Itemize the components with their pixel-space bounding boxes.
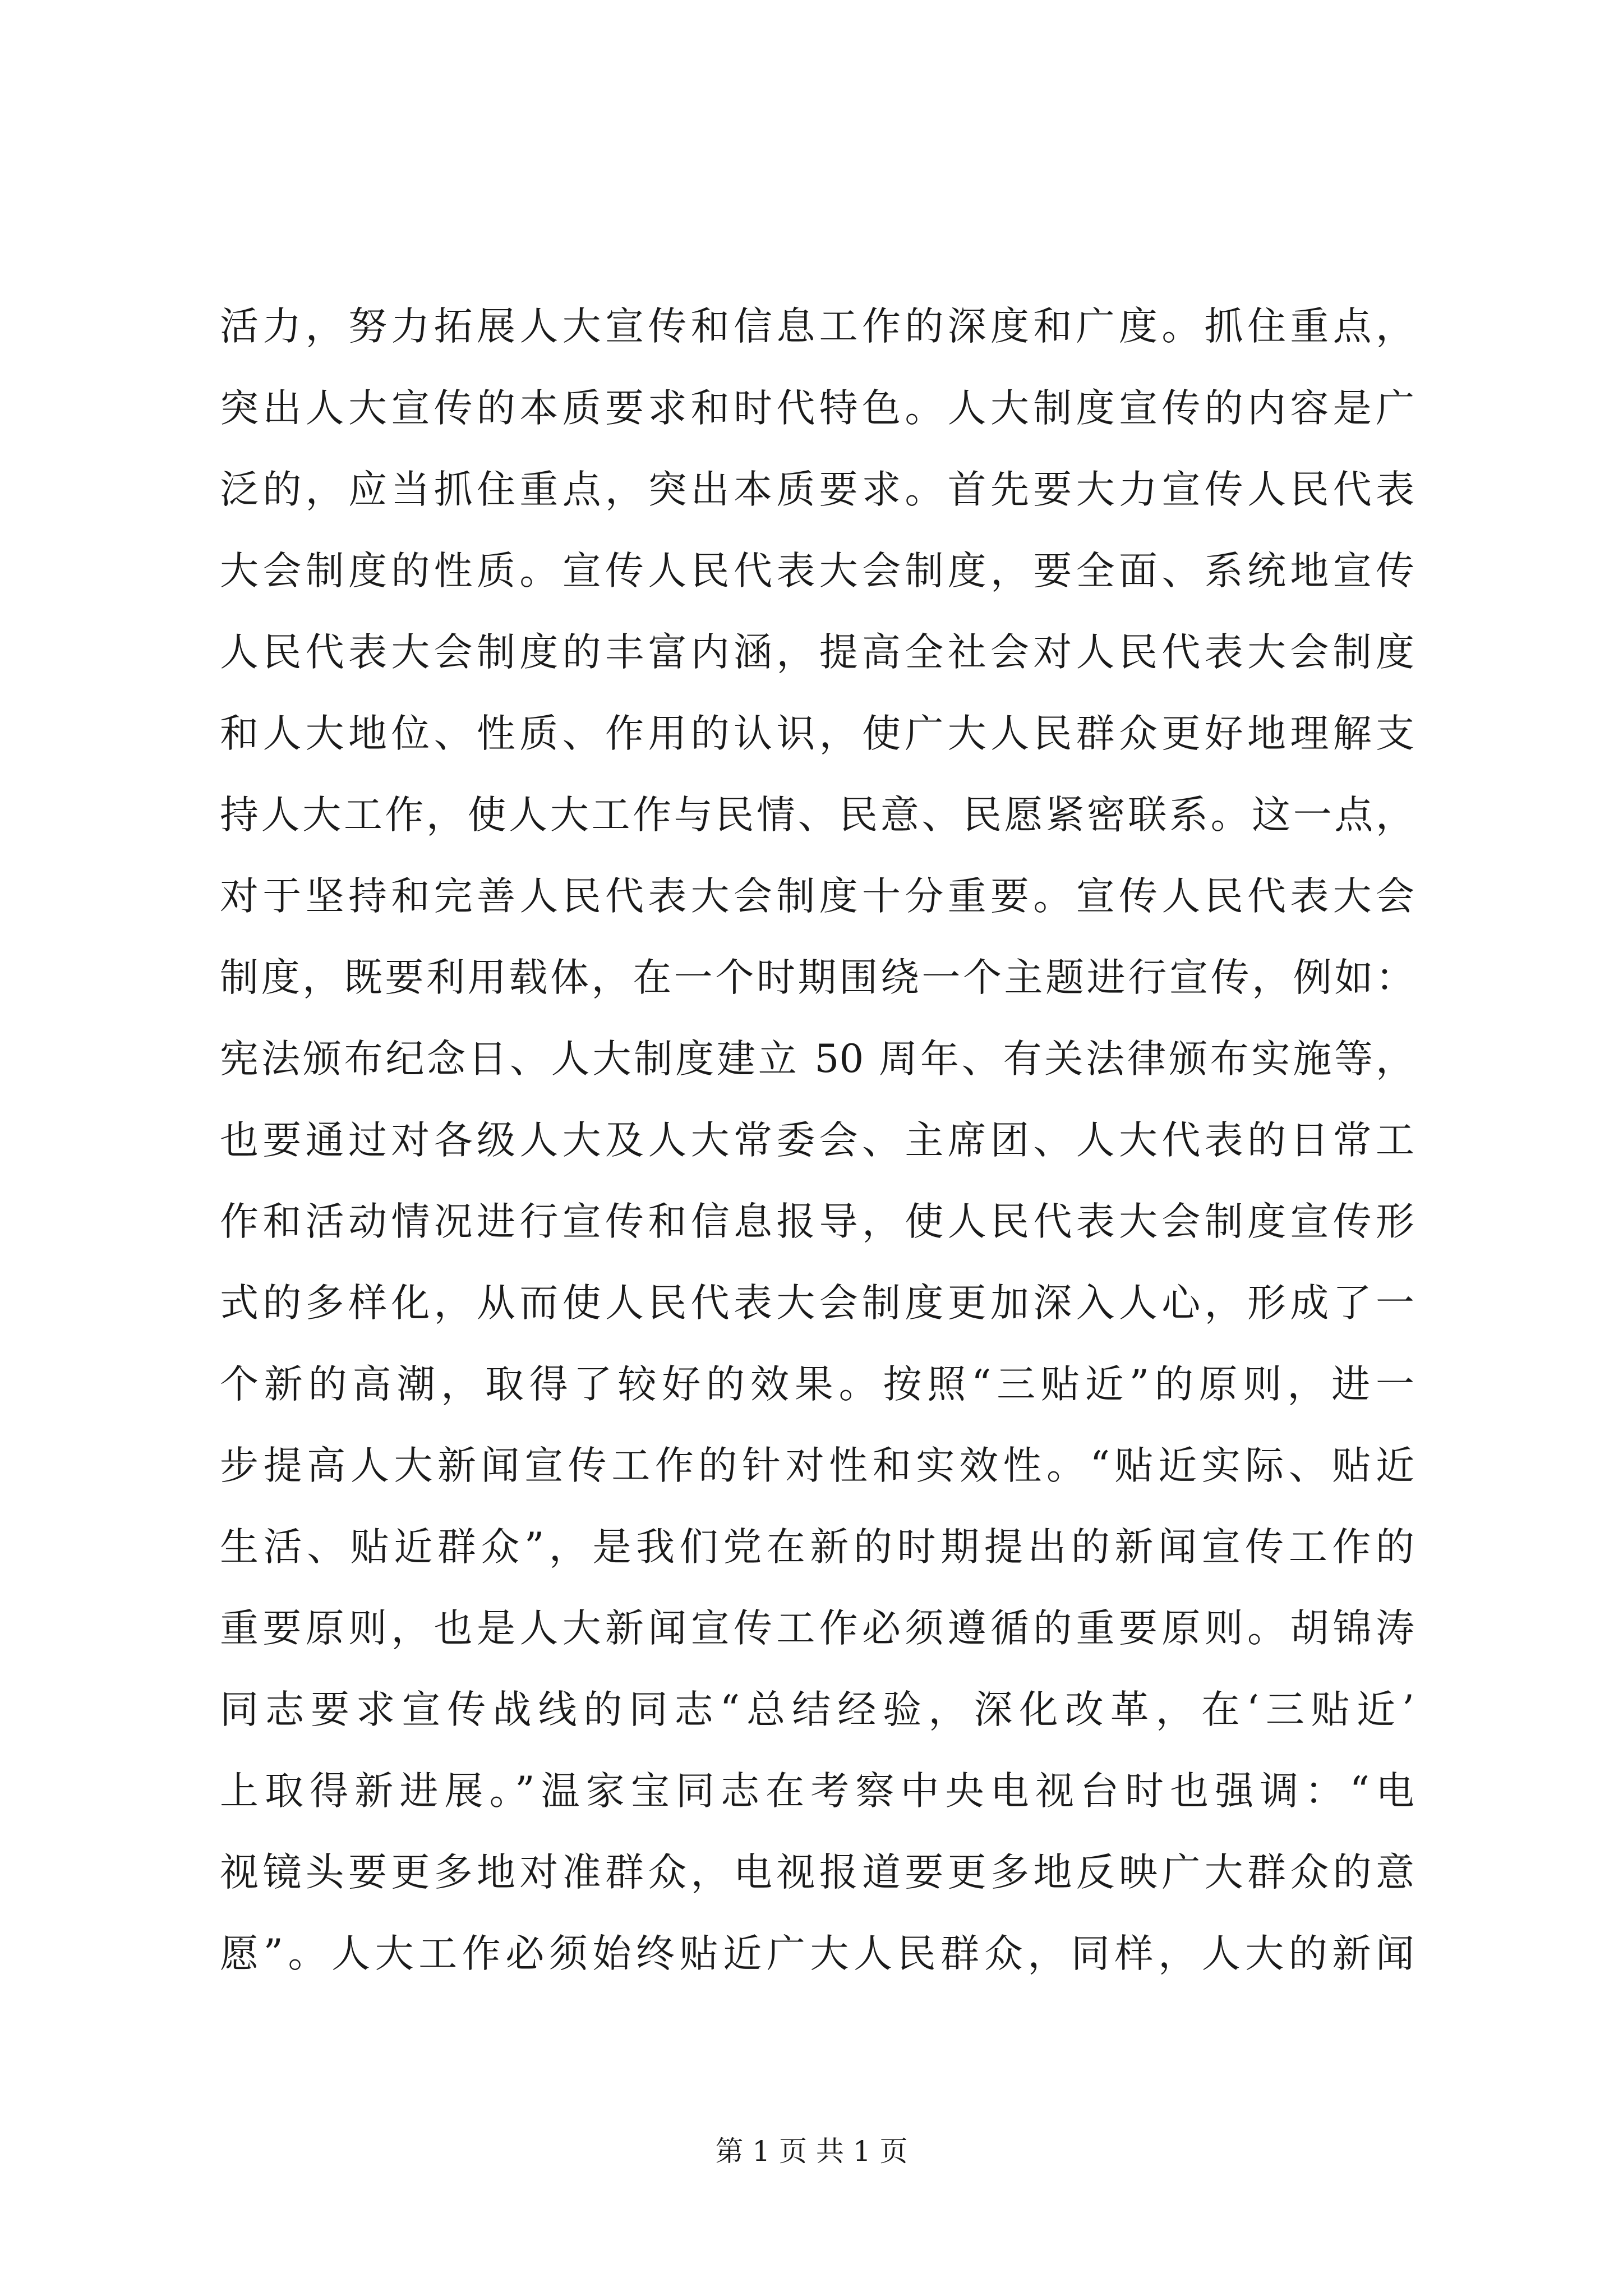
text-line: 作和活动情况进行宣传和信息报导，使人民代表大会制度宣传形 (220, 1199, 1414, 1244)
text-line: 人民代表大会制度的丰富内涵，提高全社会对人民代表大会制度 (220, 630, 1414, 675)
text-line: 生活、贴近群众”，是我们党在新的时期提出的新闻宣传工作的 (220, 1525, 1414, 1570)
text-line: 式的多样化，从而使人民代表大会制度更加深入人心，形成了一 (220, 1281, 1414, 1326)
text-line: 上取得新进展。”温家宝同志在考察中央电视台时也强调：“电 (220, 1769, 1414, 1814)
text-line: 步提高人大新闻宣传工作的针对性和实效性。“贴近实际、贴近 (220, 1443, 1414, 1488)
text-line: 重要原则，也是人大新闻宣传工作必须遵循的重要原则。胡锦涛 (220, 1606, 1414, 1651)
text-line: 个新的高潮，取得了较好的效果。按照“三贴近”的原则，进一 (220, 1362, 1414, 1407)
text-line: 突出人大宣传的本质要求和时代特色。人大制度宣传的内容是广 (220, 386, 1414, 431)
text-line: 愿”。人大工作必须始终贴近广大人民群众，同样，人大的新闻 (220, 1931, 1414, 1976)
text-line: 活力，努力拓展人大宣传和信息工作的深度和广度。抓住重点， (220, 304, 1414, 349)
text-line: 大会制度的性质。宣传人民代表大会制度，要全面、系统地宣传 (220, 549, 1414, 593)
text-line: 和人大地位、性质、作用的认识，使广大人民群众更好地理解支 (220, 711, 1414, 756)
text-line: 视镜头要更多地对准群众，电视报道要更多地反映广大群众的意 (220, 1850, 1414, 1895)
text-line: 宪法颁布纪念日、人大制度建立 50 周年、有关法律颁布实施等， (220, 1037, 1414, 1082)
text-line: 对于坚持和完善人民代表大会制度十分重要。宣传人民代表大会 (220, 874, 1414, 919)
text-line: 也要通过对各级人大及人大常委会、主席团、人大代表的日常工 (220, 1118, 1414, 1163)
text-line: 持人大工作，使人大工作与民情、民意、民愿紧密联系。这一点， (220, 793, 1414, 838)
text-line: 制度，既要利用载体，在一个时期围绕一个主题进行宣传，例如： (220, 955, 1414, 1000)
text-line: 同志要求宣传战线的同志“总结经验，深化改革，在‘三贴近’ (220, 1687, 1414, 1732)
page-footer: 第 1 页 共 1 页 (715, 2135, 908, 2168)
text-line: 泛的，应当抓住重点，突出本质要求。首先要大力宣传人民代表 (220, 467, 1414, 512)
